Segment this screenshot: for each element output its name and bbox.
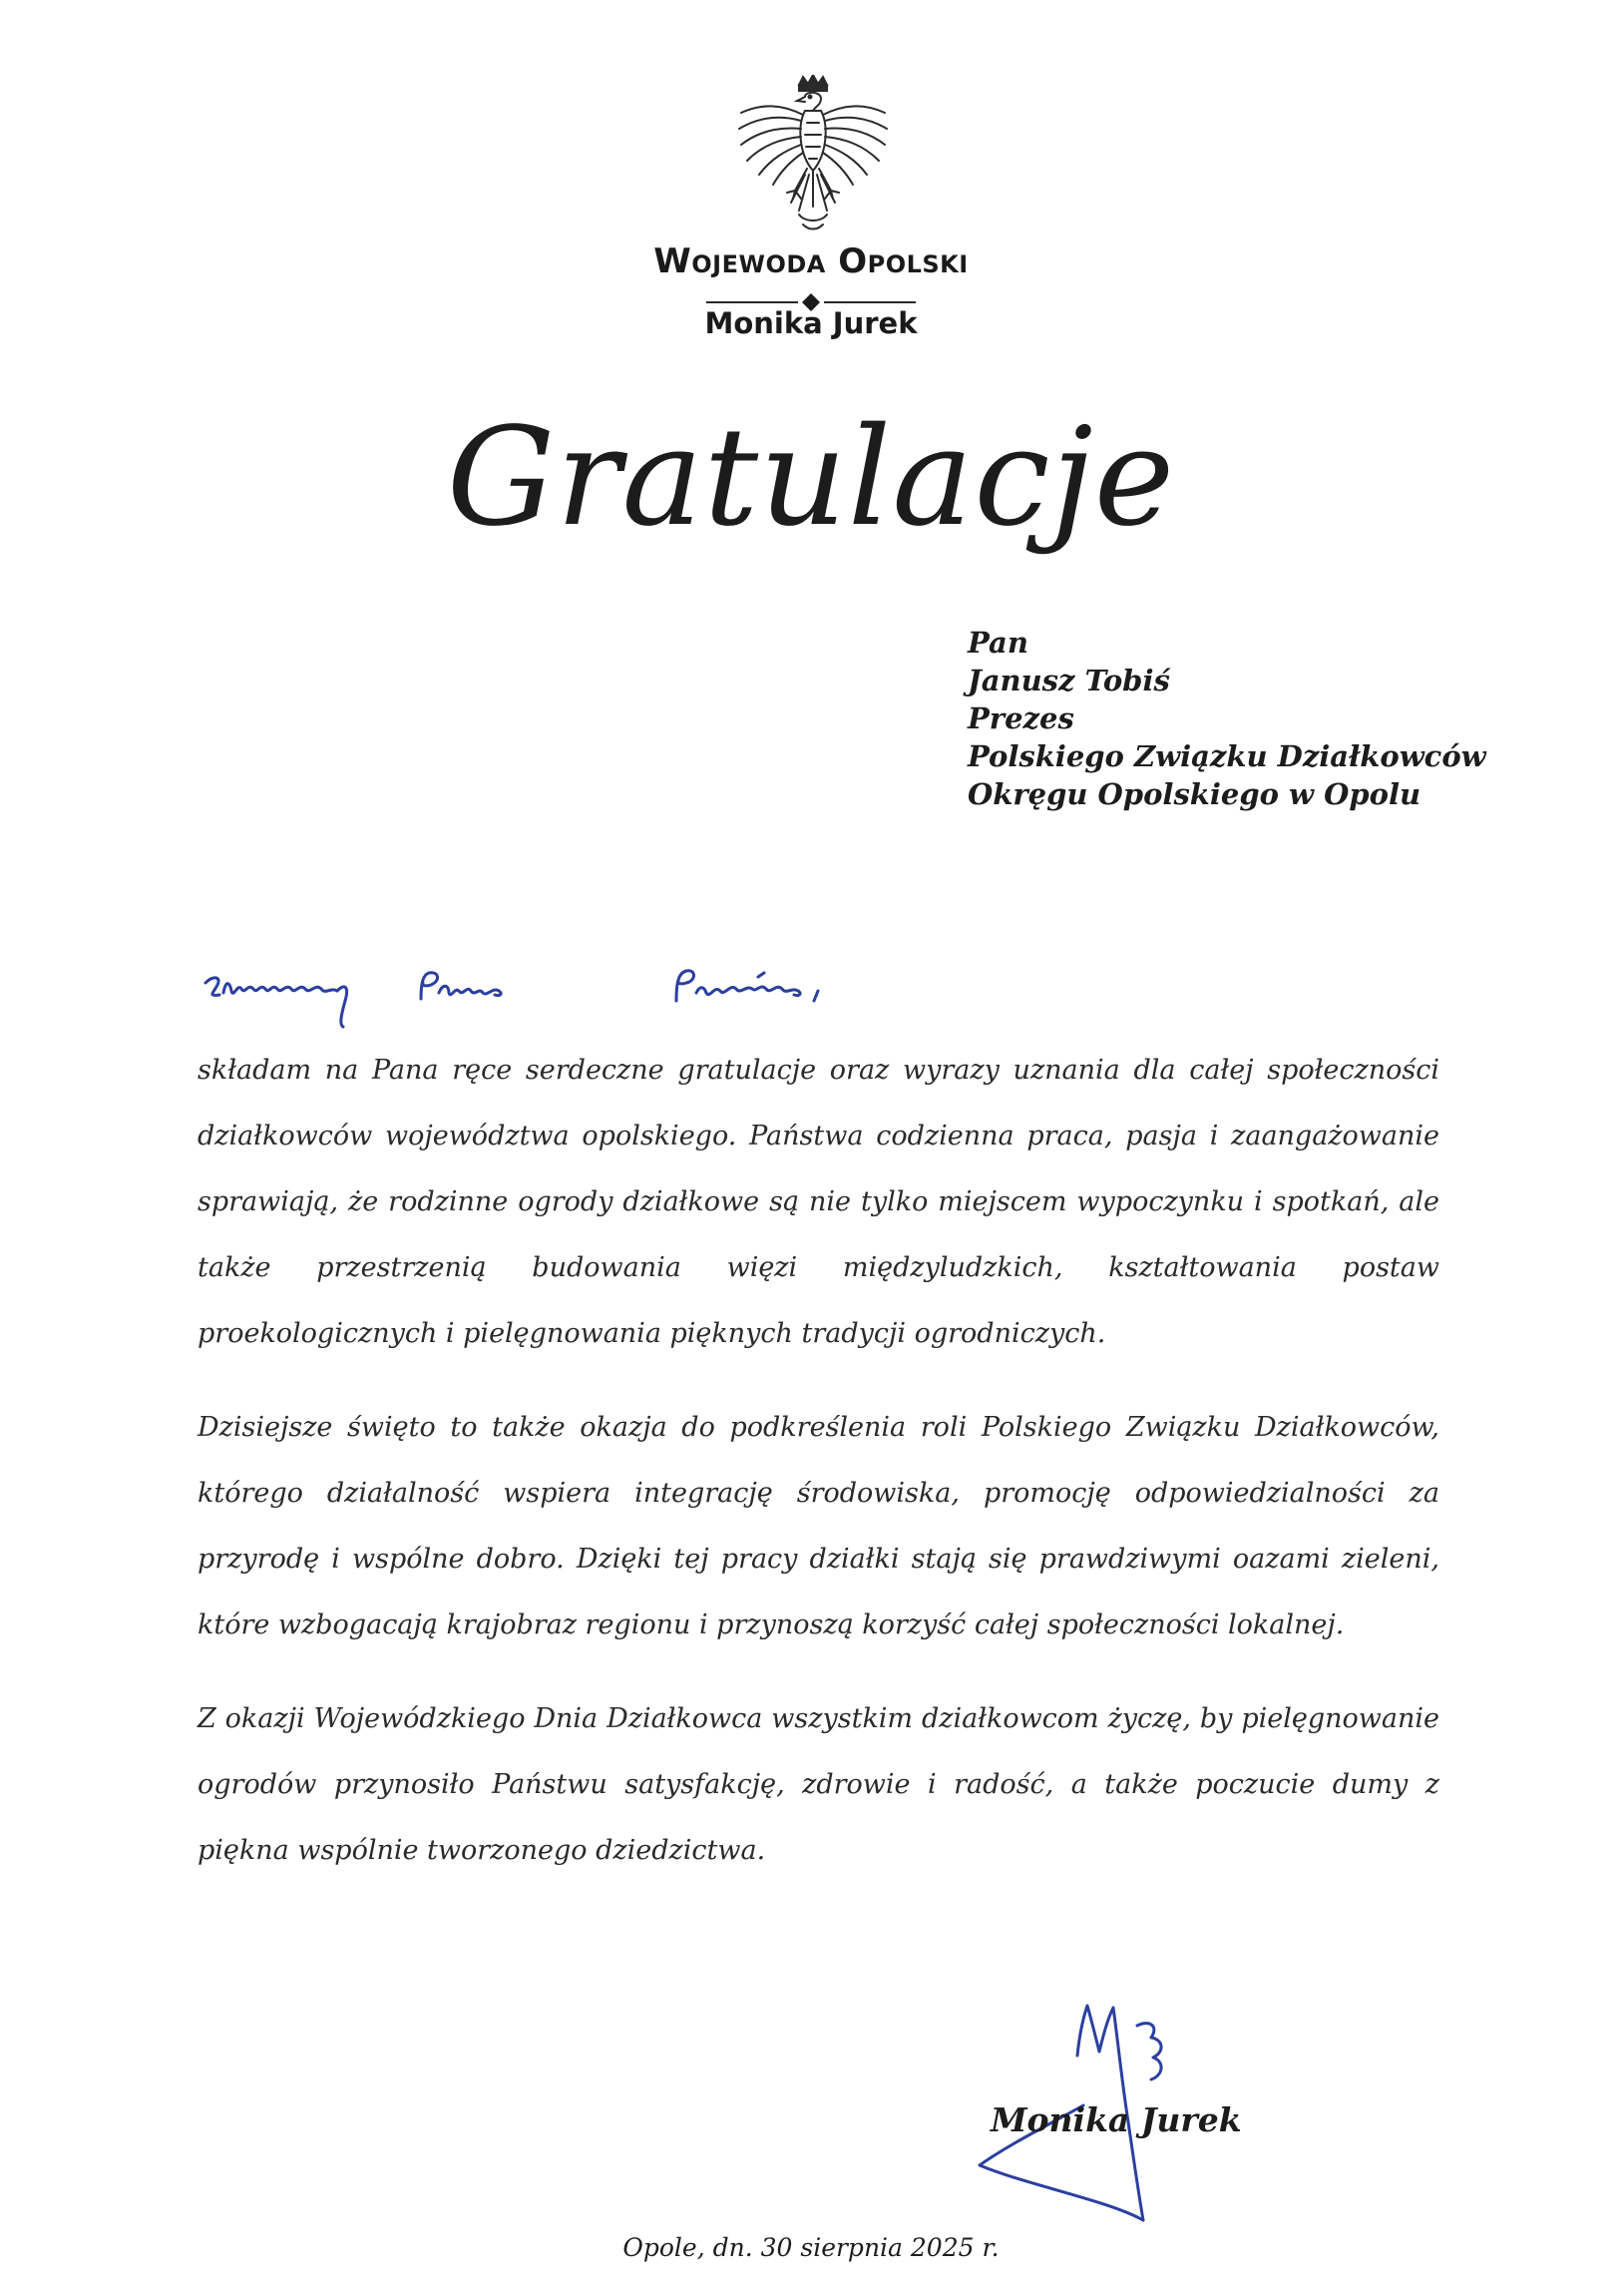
recipient-line: Polskiego Związku Działkowców — [968, 739, 1486, 773]
page-title: Gratulacje — [446, 399, 1176, 557]
polish-white-eagle-emblem-icon — [733, 75, 893, 244]
office-holder-name: Monika Jurek — [704, 306, 918, 340]
handwritten-salutation — [200, 953, 978, 1033]
place-and-date: Opole, dn. 30 sierpnia 2025 r. — [622, 2233, 1000, 2262]
letter-body — [198, 1038, 1439, 1912]
recipient-line: Okręgu Opolskiego w Opolu — [968, 777, 1421, 811]
body-paragraph: Z okazji Wojewódzkiego Dnia Działkowca wszystkim działkowcom życzę, by pielęgnowanie ogrodów przynosiło Państwu satysfakcję, zdrowie i radość, a także poczucie dumy z piękna wspólnie tworzonego dziedzictwa. — [198, 1703, 1439, 1866]
recipient-line: Pan — [968, 626, 1028, 660]
signer-name: Monika Jurek — [991, 2100, 1242, 2139]
recipient-line: Prezes — [968, 701, 1074, 735]
recipient-line: Janusz Tobiś — [968, 664, 1170, 697]
body-paragraph: Dzisiejsze święto to także okazja do podkreślenia roli Polskiego Związku Działkowców, którego działalność wspiera integrację środowiska, promocję odpowiedzialności za przyrodę i wspólne dobro. Dzięki tej pracy działki stają się prawdziwymi oazami zieleni, które wzbogacają krajobraz regionu i przynoszą korzyść całej społeczności lokalnej. — [198, 1412, 1439, 1640]
body-paragraph: składam na Pana ręce serdeczne gratulacje oraz wyrazy uznania dla całej społeczności działkowców województwa opolskiego. Państwa codzienna praca, pasja i zaangażowanie sprawiają, że rodzinne ogrody działkowe są nie tylko miejscem wypoczynku i spotkań, ale także przestrzenią budowania więzi międzyludzkich, kształtowania postaw proekologicznych i pielęgnowania pięknych tradycji ogrodniczych. — [198, 1055, 1439, 1349]
office-title: Wojewoda Opolski — [653, 241, 969, 281]
recipient-block — [968, 624, 1606, 813]
